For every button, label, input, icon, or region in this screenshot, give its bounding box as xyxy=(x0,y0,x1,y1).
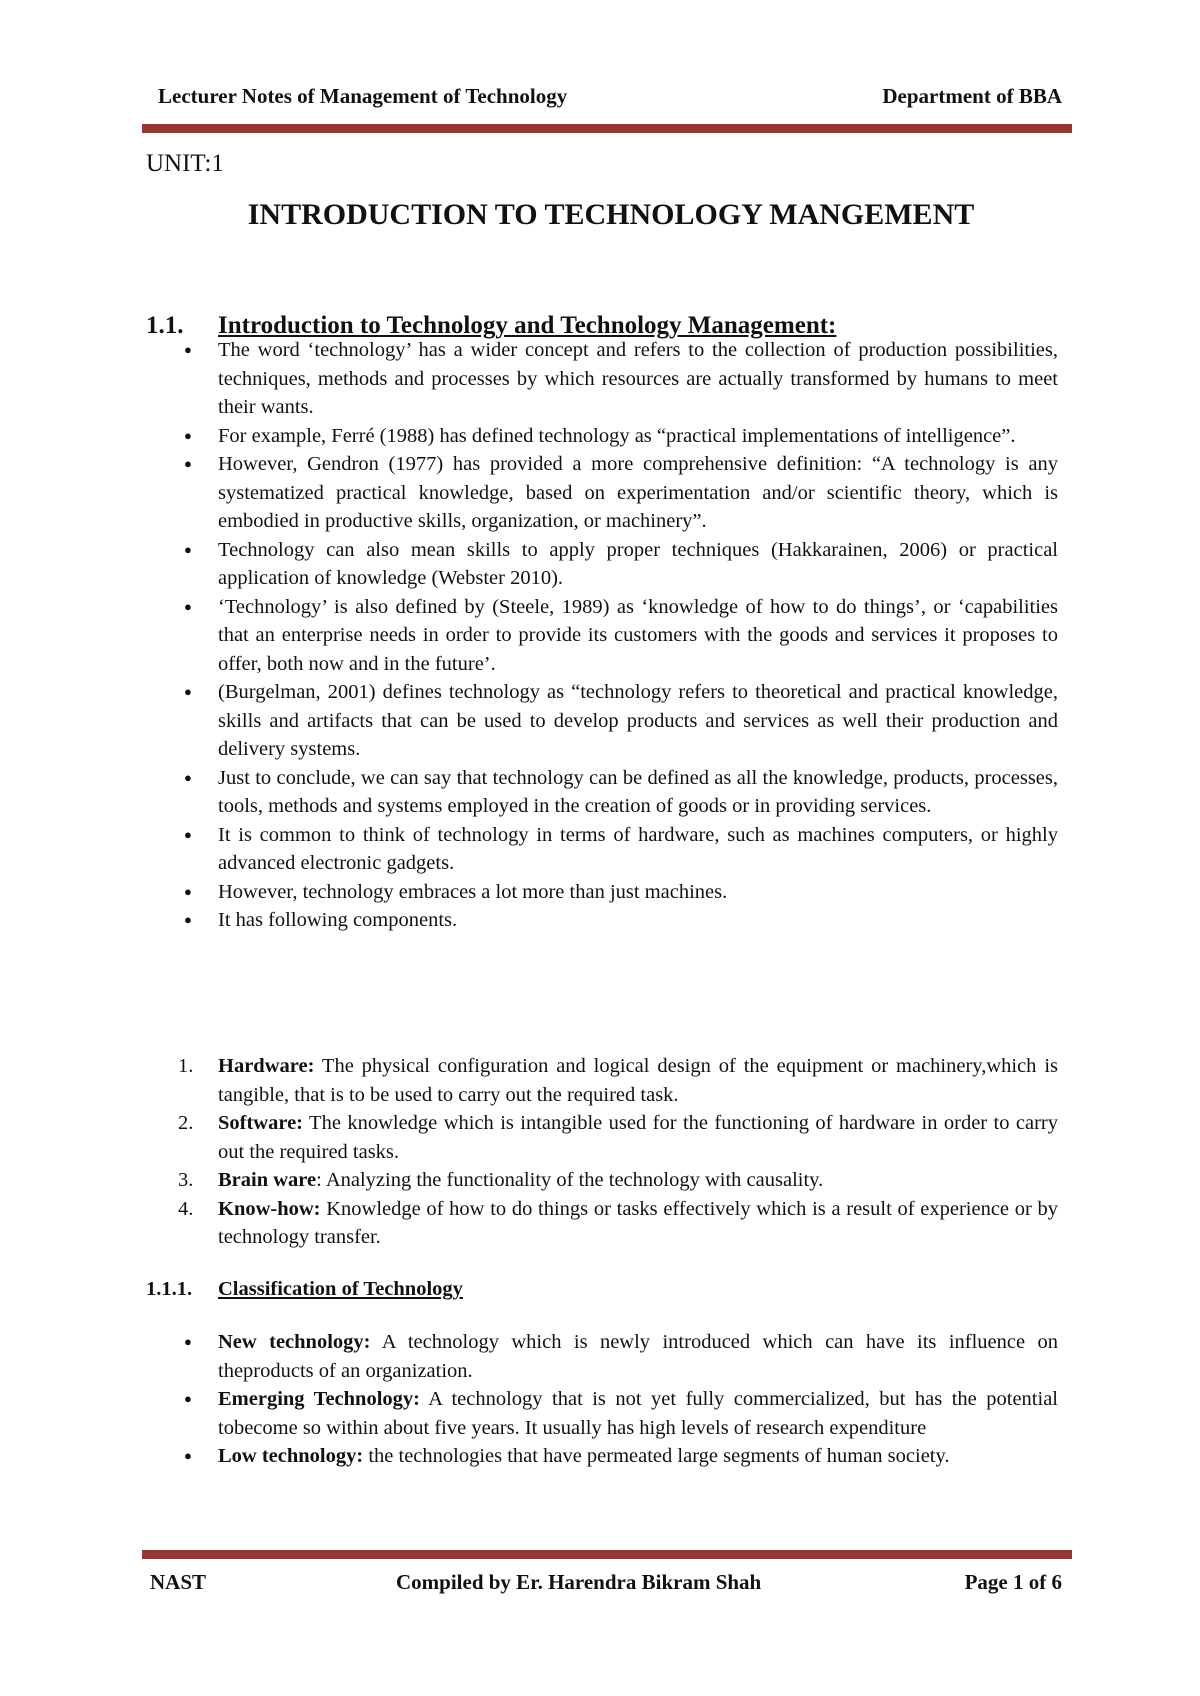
page-title: INTRODUCTION TO TECHNOLOGY MANGEMENT xyxy=(247,198,975,231)
subsection-number: 1.1.1. xyxy=(146,1278,193,1300)
list-item: ● Technology can also mean skills to apply proper techniques (Hakkarainen, 2006) or practical application of knowledge (Webster 2010). xyxy=(146,536,1058,593)
classification-text: A technology which is newly introduced which can have its influence on theproducts of an organization. xyxy=(218,1331,1059,1382)
unit-label: UNIT:1 xyxy=(146,150,224,177)
classification-term: Emerging Technology: xyxy=(218,1388,420,1410)
component-term: Software: xyxy=(218,1112,304,1134)
subsection-heading xyxy=(146,1278,463,1301)
list-item xyxy=(146,1195,1058,1252)
page-header xyxy=(158,84,1062,114)
item-number: 2. xyxy=(178,1112,194,1134)
subsection-title: Classification of Technology xyxy=(218,1278,463,1300)
page-footer xyxy=(150,1570,1062,1600)
definition-list xyxy=(146,336,1058,935)
component-term: Brain ware xyxy=(218,1169,317,1191)
section-number: 1.1. xyxy=(146,312,184,339)
list-item: ● It has following components. xyxy=(146,906,1058,935)
component-text: Knowledge of how to do things or tasks effectively which is a result of experience or by technology transfer. xyxy=(218,1197,1058,1248)
item-number: 4. xyxy=(178,1197,194,1220)
footer-institution: NAST xyxy=(150,1570,207,1594)
component-term: Hardware: xyxy=(218,1055,315,1077)
list-item xyxy=(146,1052,1058,1109)
list-item: ● It is common to think of technology in terms of hardware, such as machines computers, or highly advanced electronic gadgets. xyxy=(146,821,1058,878)
list-item: ● ‘Technology’ is also defined by (Steele, 1989) as ‘knowledge of how to do things’, or ‘capabilities that an enterprise needs in order to provide its customers with the goods and services it proposes to offer, both now and in the future’. xyxy=(146,593,1058,679)
component-text: : Analyzing the functionality of the technology with causality. xyxy=(316,1169,824,1191)
list-item xyxy=(146,1328,1058,1385)
classification-body xyxy=(146,1328,1058,1471)
classification-list xyxy=(146,1328,1058,1471)
list-item xyxy=(146,1109,1058,1166)
page-number: Page 1 of 6 xyxy=(964,1570,1062,1594)
list-item: ● For example, Ferré (1988) has defined technology as “practical implementations of intelligence”. xyxy=(146,422,1058,451)
list-item xyxy=(146,1442,1058,1471)
section-body xyxy=(146,336,1058,935)
component-text: The physical configuration and logical design of the equipment or machinery,which is tangible, that is to be used to carry out the required task. xyxy=(218,1055,1058,1106)
list-item: ● (Burgelman, 2001) defines technology as “technology refers to theoretical and practical knowledge, skills and artifacts that can be used to develop products and services as well their production and delivery systems. xyxy=(146,678,1058,764)
list-item: ● The word ‘technology’ has a wider concept and refers to the collection of production possibilities, techniques, methods and processes by which resources are actually transformed by humans to meet their wants. xyxy=(146,336,1058,422)
list-item: ● However, Gendron (1977) has provided a more comprehensive definition: “A technology is any systematized practical knowledge, based on experimentation and/or scientific theory, which is embodied in productive skills, organization, or machinery”. xyxy=(146,450,1058,536)
components-body xyxy=(146,1052,1058,1252)
header-course-title: Lecturer Notes of Management of Technology xyxy=(158,84,568,108)
classification-term: Low technology: xyxy=(218,1445,364,1467)
list-item: ● Just to conclude, we can say that technology can be defined as all the knowledge, products, processes, tools, methods and systems employed in the creation of goods or in providing services. xyxy=(146,764,1058,821)
footer-divider xyxy=(142,1550,1072,1559)
components-list xyxy=(146,1052,1058,1252)
list-item xyxy=(146,1166,1058,1195)
header-department: Department of BBA xyxy=(882,84,1062,108)
item-number: 1. xyxy=(178,1055,194,1077)
classification-text: A technology that is not yet fully commercialized, but has the potential tobecome so within about five years. It usually has high levels of research expenditure xyxy=(218,1388,1058,1439)
header-divider xyxy=(142,124,1072,133)
item-number: 3. xyxy=(178,1169,194,1191)
list-item xyxy=(146,1385,1058,1442)
component-term: Know-how: xyxy=(218,1197,321,1220)
component-text: The knowledge which is intangible used for the functioning of hardware in order to carry out the required tasks. xyxy=(218,1112,1058,1163)
list-item: ● However, technology embraces a lot more than just machines. xyxy=(146,878,1058,907)
classification-term: New technology: xyxy=(218,1331,371,1353)
section-title: Introduction to Technology and Technology Management: xyxy=(218,312,837,339)
classification-text: the technologies that have permeated large segments of human society. xyxy=(363,1445,950,1467)
footer-author: Compiled by Er. Harendra Bikram Shah xyxy=(396,1570,762,1594)
